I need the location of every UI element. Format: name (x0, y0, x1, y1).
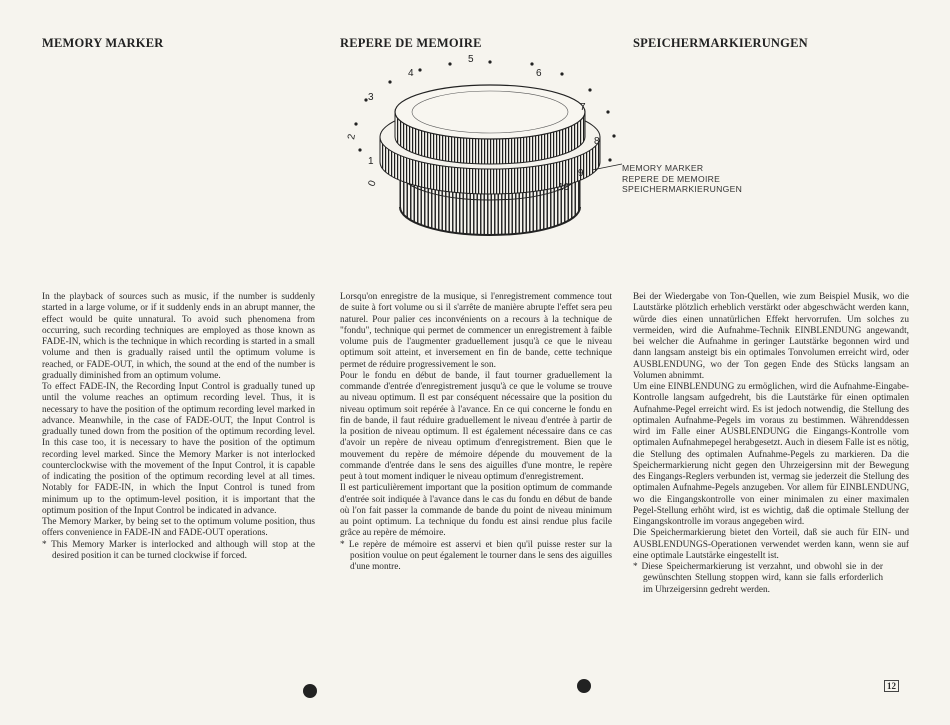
english-paragraph: To effect FADE-IN, the Recording Input Control is gradually tuned up until the volume reaches an optimum recording level. Thus, it is necessary to have the position of the optimum recording level marked in advance. Meanwhile, in the case of FADE-OUT, the Input Control is gradually tuned down from the position of the optimum recording level. In this case too, it is necessary to have the position of the optimum recording level marked. Since the Memory Marker is not interlocked counterclockwise with the movement of the Input Control, it is capable of indicating the position of the optimum recording level at all times. Notably for FADE-IN, in which the Input Control is tuned from minimum up to the optimum-level position, it is important that the optimum position of the Input Control be indicated in advance. (42, 382, 315, 516)
english-heading: MEMORY MARKER (42, 36, 164, 50)
binding-hole-mark (577, 679, 591, 693)
english-paragraph: In the playback of sources such as music, if the number is suddenly started in a large volume, or if it suddenly ends in an abrupt manner, the effect would be quite unnatural. To avoid such phenomena from occurring, such recording techniques are employed as those known as FADE-IN, which is the technique in which recording is started in a small volume and then is gradually raised until the optimum volume is reached, or FADE-OUT, in which, the sound at the end of the number is gradually diminished from an optimum volume. (42, 292, 315, 381)
legend-line-german: SPEICHERMARKIERUNGEN (622, 184, 743, 194)
german-heading: SPEICHERMARKIERUNGEN (633, 36, 808, 50)
french-heading: REPERE DE MEMOIRE (340, 36, 482, 50)
binding-hole-mark (303, 684, 317, 698)
scale-number-7: 7 (580, 102, 586, 113)
french-paragraph: Pour le fondu en début de bande, il faut tourner graduellement la commande d'entrée d'enregistrement jusqu'à ce que le volume se trouve au niveau optimum. Il est par conséquent nécessaire que la position du niveau optimum soit repérée à l'avance. En ce qui concerne le fondu en fin de bande, il faut réduire graduellement le niveau d'entrée à partir de la position de niveau optimum. Il est également nécessaire dans ce cas d'avoir un repère de niveau optimum d'enregistrement. Bien que le mouvement du repère de mémoire dépende du mouvement de la commande d'entrée dans le sens des aiguilles d'une montre, le repère peut à tout moment indiquer le niveau optimum d'enregistrement. (340, 370, 612, 482)
english-paragraph: The Memory Marker, by being set to the optimum volume position, thus offers convenience in FADE-IN and FADE-OUT operations. (42, 517, 315, 539)
german-paragraph: Bei der Wiedergabe von Ton-Quellen, wie zum Beispiel Musik, wo die Lautstärke plötzlich erheblich verstärkt oder abgeschwächt werden kann, würde dies einen unnatürlichen Effekt hervorrufen. Um solches zu vermeiden, wird die Aufnahme-Technik EINBLENDUNG angewandt, bei welcher die Aufnahme in geringer Lautstärke begonnen wird und dann langsam ansteigt bis ein optimales Tonvolumen erreicht wird, oder AUSBLENDUNG, wo der Ton gegen Ende des Stücks langsam an Volumen abnimmt. (633, 292, 909, 381)
french-paragraph: Lorsqu'on enregistre de la musique, si l'enregistrement commence tout de suite à fort volume ou si il s'arrête de manière abrupte l'effet sera peu naturel. Pour palier ces inconvénients on a recours à la technique de "fondu", technique qui permet de commencer un enregistrement à faible volume puis de l'augmenter graduellement jusqu'à ce que le niveau optimum soit atteint, et inversement en fin de bande, cette technique permet de réduire progressivement le son. (340, 292, 612, 370)
german-footnote: * Diese Speichermarkierung ist verzahnt, und obwohl sie in der gewünschten Stellung stoppen wird, kann sie falls erforderlich im Uhrzeigersinn gedreht werden. (633, 562, 883, 595)
memory-marker-dial-illustration (340, 52, 630, 292)
legend-line-english: MEMORY MARKER (622, 163, 704, 173)
scale-number-10: 10 (558, 182, 570, 193)
english-footnote: * This Memory Marker is interlocked and although will stop at the desired position it can be turned clockwise if forced. (42, 539, 315, 561)
scale-number-5: 5 (468, 54, 474, 65)
french-footnote: * Le repère de mémoire est asservi et bien qu'il puisse rester sur la position voulue on peut également le tourner dans le sens des aiguilles d'une montre. (340, 539, 612, 572)
scale-number-9: 9 (578, 168, 584, 179)
upper-knob (395, 85, 585, 164)
german-paragraph: Um eine EINBLENDUNG zu ermöglichen, wird die Aufnahme-Eingabe-Kontrolle langsam aufgedreht, bis die Lautstärke für einen optimalen Aufnahme-Pegel erreicht wird. Es ist jedoch notwendig, die Stellung des optimalen Aufnahme-Pegels im voraus zu bestimmen. Währenddessen wird im Falle einer AUSBLENDUNG die Eingangs-Kontrolle vom optimalen Aufnahmepegel herabgesetzt. Auch in diesem Falle ist es nötig, die Stellung des optimalen Aufnahme-Pegels zu markieren. Da die Speichermarkierung nicht gegen den Uhrzeigersinn mit der Bewegung des Eingangs-Reglers verbunden ist, vermag sie jederzeit die Stellung des optimalen Aufnahme-Pegels anzugeben. Vor allem für EINBLENDUNG, wo die Eingangskontrolle von einer minimalen zu einer maximalen Pegel-Stellung erhöht wird, ist es wichtig, daß die optimale Stellung der Eingangskontrolle im voraus angegeben wird. (633, 382, 909, 527)
scale-number-4: 4 (408, 68, 414, 79)
french-paragraph: Il est particulièrement important que la position optimum de commande d'entrée soit indiquée à l'avance dans le cas du fondu en début de bande où l'on fait passer la commande de bande du point de niveau minimum au point optimum. La technique du fondu est ainsi rendue plus facile grâce au repère de mémoire. (340, 483, 612, 539)
scale-number-2: 2 (346, 133, 358, 141)
legend-line-french: REPERE DE MEMOIRE (622, 173, 721, 184)
page-number: 12 (884, 680, 899, 692)
scale-number-1: 1 (368, 156, 374, 167)
scale-number-3: 3 (368, 92, 374, 103)
german-column (633, 292, 909, 596)
scale-number-6: 6 (536, 68, 542, 79)
scale-number-0: 0 (366, 179, 379, 189)
german-paragraph: Die Speichermarkierung bietet den Vorteil, daß sie auch für EIN- und AUSBLENDUNGS-Operationen verwendet werden kann, wenn sie auf eine optimale Lautstärke eingestellt ist. (633, 528, 909, 561)
dial-legend (622, 163, 742, 195)
english-column (42, 292, 315, 562)
french-column (340, 292, 612, 573)
scale-number-8: 8 (594, 136, 600, 147)
